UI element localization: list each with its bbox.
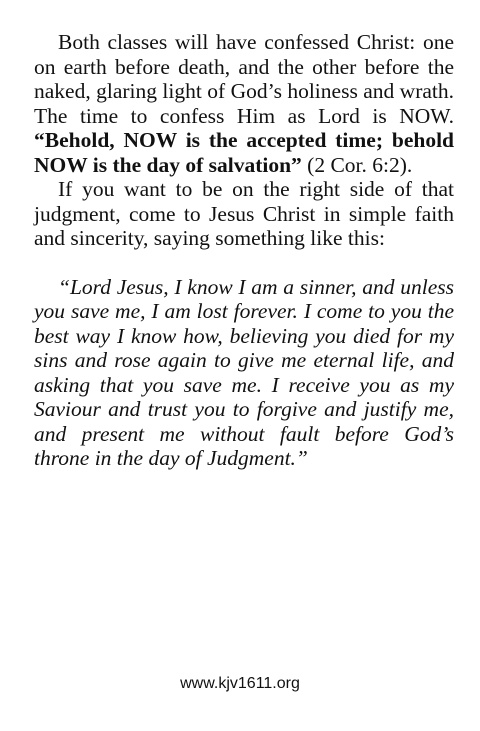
paragraph-invitation: If you want to be on the right side of that judgment, come to Jesus Christ in simple faith and sincerity, saying something like this: — [34, 177, 454, 250]
paragraph-confession-text: Both classes will have confessed Christ: one on earth before death, and the other before the naked, glaring light of God’s holiness and wrath. The time to confess Him as Lord is NOW. — [34, 30, 454, 128]
scripture-quote: “Behold, NOW is the accepted time; behold NOW is the day of salvation” — [34, 128, 454, 177]
body-text — [34, 30, 454, 471]
scripture-reference: (2 Cor. 6:2). — [301, 152, 413, 177]
paragraph-confession — [34, 30, 454, 177]
prayer-quote: “Lord Jesus, I know I am a sinner, and unless you save me, I am lost forever. I come to you the best way I know how, believing you died for my sins and rose again to give me eternal life, and asking that you save me. I receive you as my Saviour and trust you to forgive and justify me, and present me without fault before God’s throne in the day of Judgment.” — [34, 274, 454, 470]
website-url: www.kjv1611.org — [180, 675, 300, 692]
